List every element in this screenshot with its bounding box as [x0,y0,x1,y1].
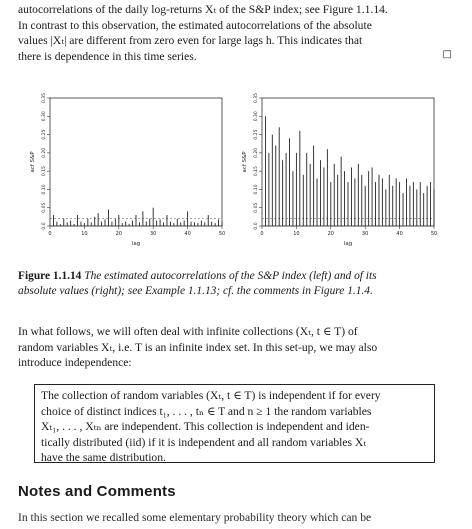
x-axis-label: lag [131,241,141,247]
definition-line: The collection of random variables (Xₜ, t ∈ T) is independent if for every [41,389,381,402]
y-tick-label: 0.10 [42,184,47,195]
y-axis-label: acf S&P [30,151,36,173]
section-heading: Notes and Comments [18,483,176,500]
y-tick-label: 0.35 [254,92,259,104]
x-tick-label: 50 [218,231,226,237]
plot-frame [50,98,222,226]
acf-chart-right [238,92,440,252]
x-tick-label: 0 [48,231,52,237]
qed-symbol: □ [442,49,452,60]
definition-line: tically distributed (iid) if it is independent and all random variables Xₜ [41,435,367,449]
y-tick-label: 0.05 [254,202,259,213]
y-tick-label: 0.30 [254,111,259,122]
definition-line: Xₜ₁, . . . , Xₜₙ are independent. This collection is independent and iden- [41,420,370,433]
intro-paragraph [18,2,454,64]
y-tick-label: 0.0 [42,222,47,230]
y-tick-label: 0.0 [254,222,259,230]
x-tick-label: 10 [293,231,300,237]
x-tick-label: 20 [115,231,122,237]
y-tick-label: 0.15 [42,166,47,177]
definition-box [34,384,435,463]
y-tick-label: 0.25 [254,129,259,140]
definition-line: have the same distribution. [41,451,166,464]
x-tick-label: 40 [184,231,191,237]
intro-line: there is dependence in this time series. [18,49,197,63]
intro-line: In contrast to this observation, the estimated autocorrelations of the absolute [18,18,372,32]
x-tick-label: 0 [260,231,264,237]
x-tick-label: 20 [327,231,334,237]
definition-line: choice of distinct indices t₁, . . . , tₙ ∈ T and n ≥ 1 the random variables [41,404,372,418]
intro-line: values |Xₜ| are different from zero even for large lags h. This indicates that [18,34,363,48]
x-tick-label: 40 [396,231,403,237]
x-tick-label: 10 [81,231,88,237]
x-axis-label: lag [343,241,353,247]
y-tick-label: 0.25 [42,129,47,140]
acf-chart-left [26,92,228,252]
y-tick-label: 0.05 [42,202,47,213]
caption-text: absolute values (right); see Example 1.1.13; cf. the comments in Figure 1.1.4. [18,285,373,297]
body-line: introduce independence: [18,356,132,370]
y-axis-label: acf S&P [242,151,248,173]
y-tick-label: 0.30 [42,111,47,122]
x-tick-label: 50 [430,231,438,237]
x-tick-label: 30 [150,231,157,237]
cut-off-line: In this section we recalled some elementary probability theory which can be [18,511,372,524]
caption-label: Figure 1.1.14 [18,270,82,282]
intro-line: autocorrelations of the daily log-returns Xₜ of the S&P index; see Figure 1.1.14. [18,3,388,16]
figure-caption [18,269,454,299]
y-tick-label: 0.15 [254,166,259,177]
body-line: In what follows, we will often deal with infinite collections (Xₜ, t ∈ T) of [18,325,358,338]
body-paragraph [18,324,454,371]
y-tick-label: 0.10 [254,184,259,195]
x-tick-label: 30 [362,231,369,237]
y-tick-label: 0.20 [42,147,47,158]
y-tick-label: 0.20 [254,147,259,158]
caption-text: The estimated autocorrelations of the S&P index (left) and of its [84,270,377,282]
y-tick-label: 0.35 [42,92,47,104]
body-line: random variables Xₜ, i.e. T is an infinite index set. In this set-up, we may also [18,340,378,354]
